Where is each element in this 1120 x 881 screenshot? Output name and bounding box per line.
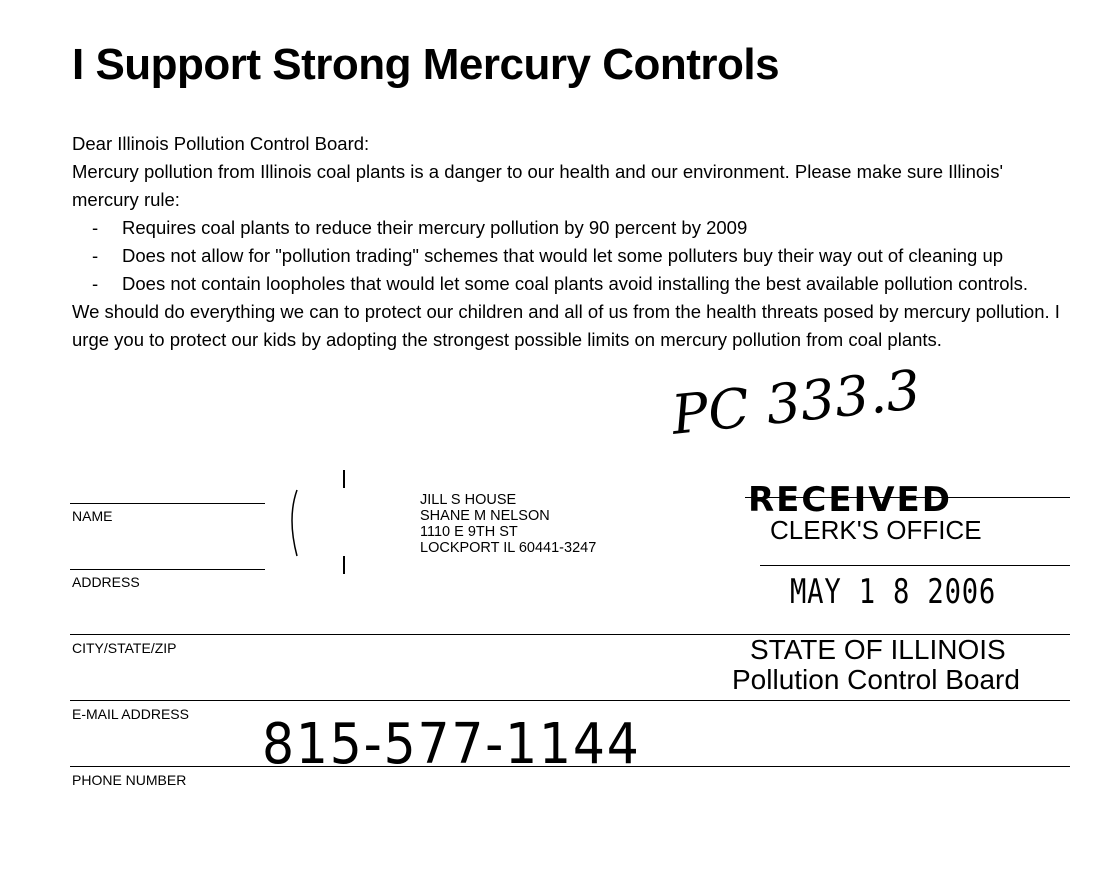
list-item: - Does not contain loopholes that would let some coal plants avoid installing the best available pollution controls. [92,270,1072,298]
phone-label: PHONE NUMBER [72,772,187,788]
address-line: LOCKPORT IL 60441-3247 [420,540,597,556]
address-rule [70,569,265,570]
stamp-date: MAY 1 8 2006 [790,572,997,612]
address-label: ADDRESS [72,574,140,590]
stamp-board: Pollution Control Board [732,664,1020,695]
name-rule [70,503,265,504]
city-label: CITY/STATE/ZIP [72,640,177,656]
handwritten-phone-number: 815-577-1144 [262,712,641,777]
list-item: - Requires coal plants to reduce their mercury pollution by 90 percent by 2009 [92,214,1072,242]
stamp-received: RECEIVED [748,480,952,520]
salutation: Dear Illinois Pollution Control Board: [72,133,370,154]
letter-intro: Mercury pollution from Illinois coal plants is a danger to our health and our environment. Please make sure Illinois' mercury rule: [72,161,1004,210]
list-item: - Does not allow for "pollution trading" schemes that would let some polluters buy their way out of cleaning up [92,242,1072,270]
address-window-marks [285,468,365,578]
mailing-address-label [420,492,596,556]
email-label: E-MAIL ADDRESS [72,706,189,722]
address-line: SHANE M NELSON [420,508,550,524]
stamp-rule-mid [760,565,1070,566]
stamp-state: STATE OF ILLINOIS [750,634,1006,665]
letter-body [72,130,1072,354]
page-title: I Support Strong Mercury Controls [72,40,780,89]
handwritten-docket-number: PC 333.3 [668,358,924,447]
address-line: JILL S HOUSE [420,492,517,508]
email-rule [70,700,1070,701]
letter-closing: We should do everything we can to protect our children and all of us from the health threats posed by mercury pollution. I urge you to protect our kids by adopting the strongest possible limits on mercury pollution from coal plants. [72,301,1060,350]
name-label: NAME [72,508,113,524]
stamp-clerks-office: CLERK'S OFFICE [770,515,982,545]
demands-list [72,214,1072,298]
address-line: 1110 E 9TH ST [420,524,518,540]
